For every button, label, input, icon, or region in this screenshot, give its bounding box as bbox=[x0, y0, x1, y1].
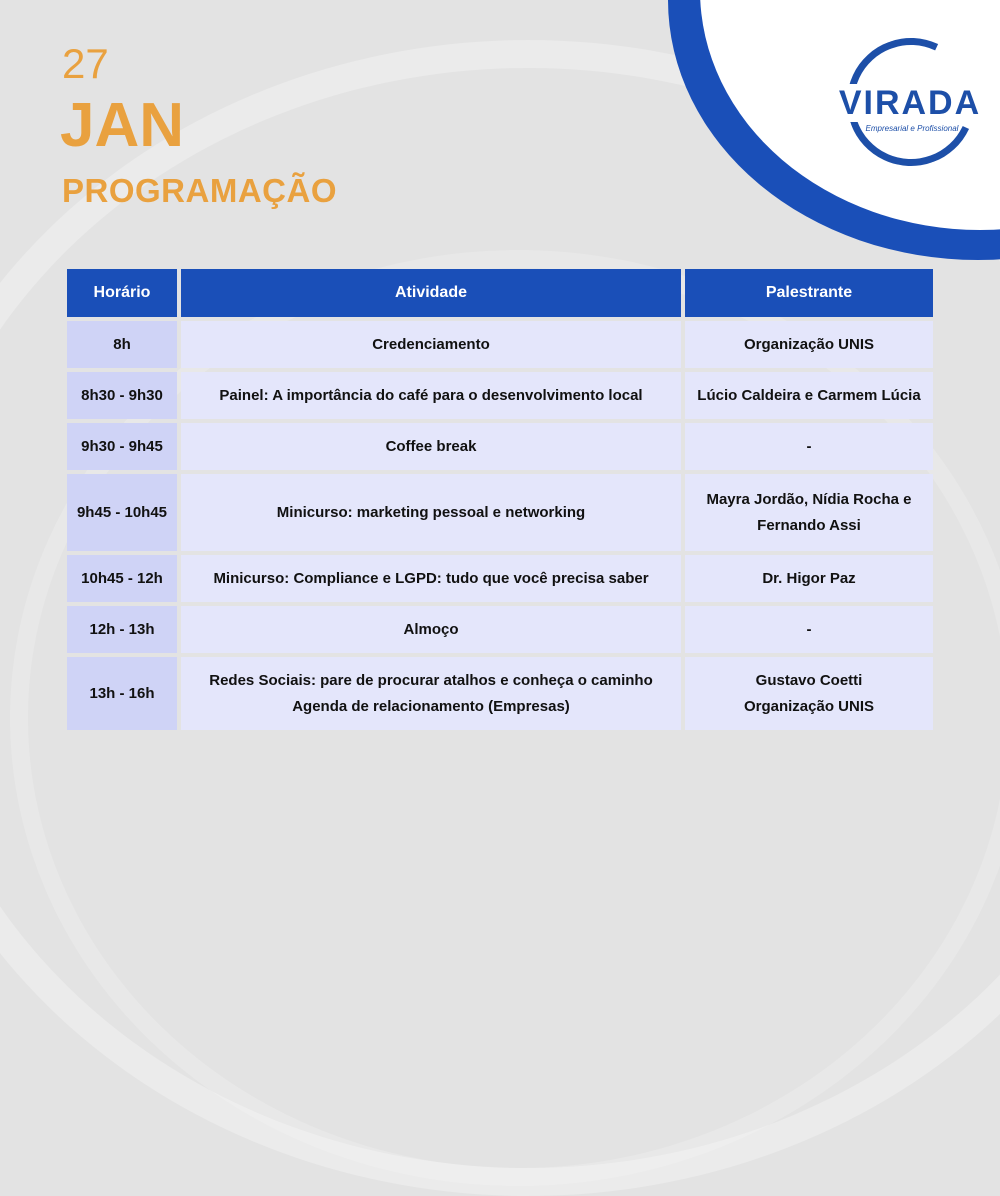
speaker-cell: - bbox=[685, 423, 933, 470]
time-cell: 13h - 16h bbox=[67, 657, 177, 730]
time-cell: 8h bbox=[67, 321, 177, 368]
table-row bbox=[67, 474, 933, 551]
speaker-cell: Organização UNIS bbox=[685, 321, 933, 368]
activity-cell: Coffee break bbox=[181, 423, 681, 470]
table-row bbox=[67, 321, 933, 368]
table-row bbox=[67, 423, 933, 470]
logo-wordmark: VIRADA bbox=[838, 84, 982, 122]
speaker-line: Gustavo Coetti bbox=[755, 671, 863, 689]
speaker-cell: Lúcio Caldeira e Carmem Lúcia bbox=[685, 372, 933, 419]
activity-cell bbox=[181, 657, 681, 730]
event-day: 27 bbox=[62, 40, 109, 87]
speaker-line: Organização UNIS bbox=[743, 697, 875, 715]
schedule-table bbox=[67, 269, 933, 734]
table-row bbox=[67, 657, 933, 730]
speaker-cell: - bbox=[685, 606, 933, 653]
speaker-cell bbox=[685, 657, 933, 730]
activity-line: Redes Sociais: pare de procurar atalhos e conheça o caminho bbox=[209, 671, 653, 689]
speaker-line: Fernando Assi bbox=[757, 516, 861, 534]
time-cell: 8h30 - 9h30 bbox=[67, 372, 177, 419]
activity-cell: Painel: A importância do café para o desenvolvimento local bbox=[181, 372, 681, 419]
activity-cell: Almoço bbox=[181, 606, 681, 653]
table-row bbox=[67, 606, 933, 653]
event-month: JAN bbox=[60, 91, 185, 160]
time-cell: 9h45 - 10h45 bbox=[67, 474, 177, 551]
time-cell: 12h - 13h bbox=[67, 606, 177, 653]
table-row bbox=[67, 372, 933, 419]
logo-tagline: Empresarial e Profissional bbox=[865, 124, 959, 133]
page-title: PROGRAMAÇÃO bbox=[62, 172, 337, 209]
activity-cell: Credenciamento bbox=[181, 321, 681, 368]
activity-cell: Minicurso: marketing pessoal e networking bbox=[181, 474, 681, 551]
header-speaker: Palestrante bbox=[685, 269, 933, 317]
time-cell: 10h45 - 12h bbox=[67, 555, 177, 602]
activity-cell: Minicurso: Compliance e LGPD: tudo que você precisa saber bbox=[181, 555, 681, 602]
time-cell: 9h30 - 9h45 bbox=[67, 423, 177, 470]
header-time: Horário bbox=[67, 269, 177, 317]
table-header-row bbox=[67, 269, 933, 317]
header-activity: Atividade bbox=[181, 269, 681, 317]
virada-logo bbox=[822, 28, 997, 178]
table-row bbox=[67, 555, 933, 602]
speaker-cell bbox=[685, 474, 933, 551]
speaker-cell: Dr. Higor Paz bbox=[685, 555, 933, 602]
activity-line: Agenda de relacionamento (Empresas) bbox=[292, 697, 570, 715]
speaker-line: Mayra Jordão, Nídia Rocha e bbox=[706, 490, 912, 508]
